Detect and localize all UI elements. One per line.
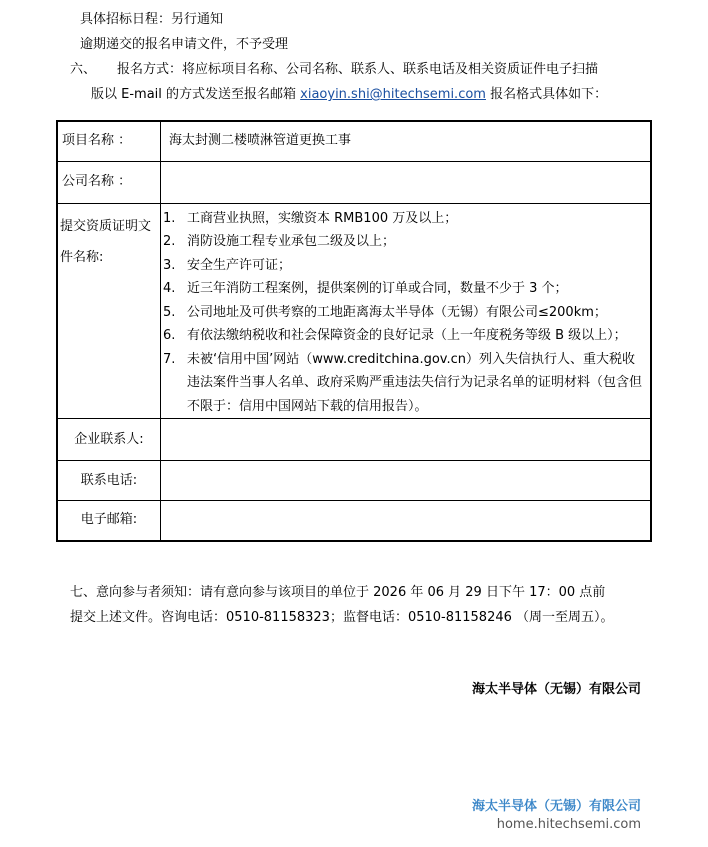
- section7-line2: 提交上述文件。咨询电话：0510-81158323；监督电话：0510-81158246 （周一至周五）。: [70, 610, 614, 625]
- phone-value-field[interactable]: [161, 461, 652, 501]
- email-row: [57, 501, 651, 541]
- qualification-list: [163, 207, 646, 419]
- registration-email-link[interactable]: xiaoyin.shi@hitechsemi.com: [300, 87, 486, 102]
- schedule-line: 具体招标日程：另行通知: [80, 12, 224, 27]
- qualification-item: 4. 近三年消防工程案例，提供案例的订单或合同，数量不少于 3 个；: [163, 281, 568, 296]
- email-label: 电子邮箱:: [57, 501, 161, 541]
- qualification-label-line1: 提交资质证明文: [60, 218, 152, 234]
- email-value-field[interactable]: [161, 501, 652, 541]
- company-value-field[interactable]: [161, 161, 652, 203]
- section6-line2-prefix: 版以 E-mail 的方式发送至报名邮箱: [91, 87, 301, 102]
- project-row: [57, 121, 651, 161]
- qualification-row: [57, 203, 651, 419]
- qualification-label-line2: 件名称:: [60, 249, 104, 265]
- registration-form-table: [56, 120, 652, 542]
- footer-url[interactable]: home.hitechsemi.com: [496, 817, 641, 832]
- qualification-item: 5. 公司地址及可供考察的工地距离海太半导体（无锡）有限公司≤200km；: [163, 304, 607, 320]
- footer-company-name: 海太半导体（无锡）有限公司: [471, 799, 641, 814]
- section6-number: 六、: [70, 62, 97, 77]
- qualification-item: 7. 未被‘信用中国’网站（www.creditchina.gov.cn）列入失信执行人、重大税收违法案件当事人名单、政府采购严重违法失信行为记录名单的证明材料（包含但不限于：信用中国网站下载的信用报告）。: [163, 351, 643, 414]
- contact-label: 企业联系人:: [57, 419, 161, 461]
- qualification-item: 2. 消防设施工程专业承包二级及以上；: [163, 234, 396, 249]
- section6-line2-suffix: 报名格式具体如下：: [485, 87, 608, 102]
- qualification-item: 6. 有依法缴纳税收和社会保障资金的良好记录（上一年度税务等级 B 级以上）；: [163, 328, 627, 343]
- company-row: [57, 161, 651, 203]
- contact-value-field[interactable]: [161, 419, 652, 461]
- phone-label: 联系电话:: [57, 461, 161, 501]
- qualification-label: [57, 203, 161, 419]
- contact-row: [57, 419, 651, 461]
- signature-company: 海太半导体（无锡）有限公司: [471, 682, 641, 697]
- late-submission-line: 逾期递交的报名申请文件，不予受理: [80, 37, 289, 52]
- section7-line1: 七、意向参与者须知：请有意向参与该项目的单位于 2026 年 06 月 29 日下午 17：00 点前: [70, 585, 606, 600]
- qualification-list-cell: [161, 203, 652, 419]
- section6-text-line1: 报名方式：将应标项目名称、公司名称、联系人、联系电话及相关资质证件电子扫描: [117, 62, 599, 77]
- phone-row: [57, 461, 651, 501]
- project-value: 海太封测二楼喷淋管道更换工事: [161, 121, 652, 161]
- qualification-item: 1. 工商营业执照，实缴资本 RMB100 万及以上；: [163, 210, 458, 226]
- section6-text-line2: [91, 86, 607, 104]
- qualification-item: 3. 安全生产许可证；: [163, 257, 292, 273]
- project-label: 项目名称 ：: [57, 121, 161, 161]
- company-label: 公司名称 ：: [57, 161, 161, 203]
